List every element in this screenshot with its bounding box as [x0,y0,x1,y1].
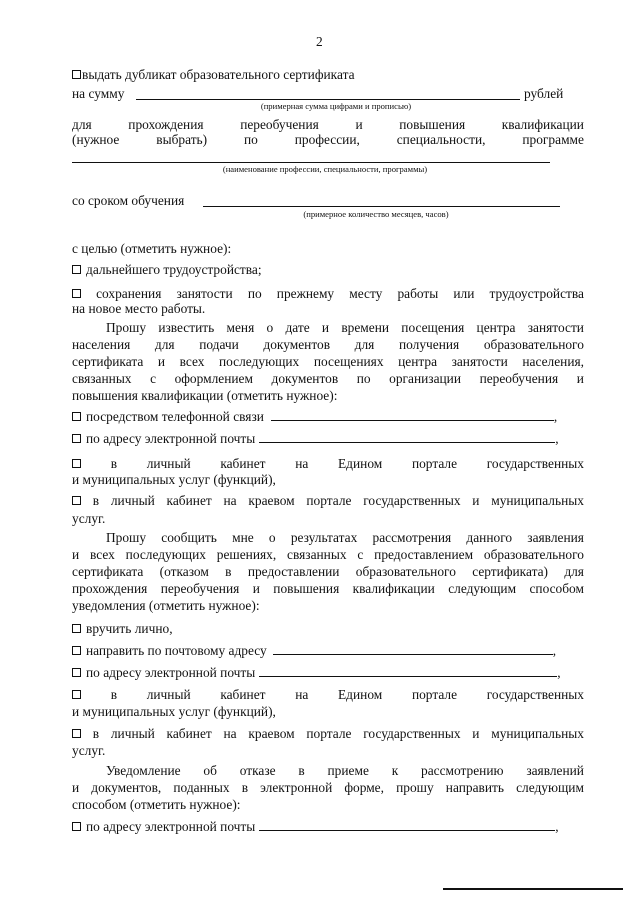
goal-retain-word: прежнему [276,286,335,301]
result-regional-word: государственных [363,726,461,741]
goal-retain-label-cont: на новое место работы. [72,301,206,316]
refusal-para-line-2 [72,779,584,796]
result-para-2-word: связанных [287,547,347,562]
goal-retain-word: по [247,286,262,301]
result-para-4-word: следующим [448,581,517,596]
refusal-email-field[interactable] [259,830,555,831]
result-para-4-word: и [252,581,260,596]
refusal-para-2-word: направить [445,780,504,795]
notify-phone-option[interactable] [72,408,584,425]
result-para-2-word: с [357,547,364,562]
goal-title: с целью (отметить нужное): [72,241,232,256]
notify-para-1-word: центра [476,320,516,335]
notify-para-line-1 [106,319,584,336]
goal-retain-word: или [453,286,475,301]
sum-field[interactable] [136,99,520,100]
result-regional-word: портале [306,726,352,741]
notify-para-3-word: занятости [451,354,508,369]
result-para-line-3 [72,563,584,580]
notify-para-4-word: по [356,371,371,386]
refusal-email-option[interactable] [72,818,584,835]
result-portal-word: в [110,687,118,702]
notify-para-1-word: о [266,320,274,335]
notify-regional-word: государственных [363,493,461,508]
footer-line [443,888,623,890]
goal-retain-word: занятости [176,286,233,301]
result-portal-checkbox[interactable] [72,690,81,699]
result-para-4-word: способом [529,581,584,596]
result-para-line-5: уведомления (отметить нужное): [72,598,260,613]
refusal-email-comma: , [555,819,559,834]
result-email-label: по адресу электронной почты [86,665,256,680]
sum-suffix: рублей [524,86,564,101]
refusal-email-checkbox[interactable] [72,822,81,831]
duplicate-checkbox[interactable] [72,70,81,79]
goal-retain-word: сохранения [96,286,162,301]
result-portal-word: Едином [338,687,383,702]
result-portal-line-2: и муниципальных услуг (функций), [72,704,276,719]
result-postal-field[interactable] [273,654,553,655]
notify-para-1-word: меня [226,320,255,335]
result-regional-option[interactable] [72,725,584,742]
result-para-1-word: рассмотрения [372,530,452,545]
purpose-line-2-word: профессии, [294,132,360,147]
notify-para-1-word: Прошу [106,320,147,335]
refusal-para-1-word: отказе [239,763,276,778]
goal-retain-word: работы [397,286,439,301]
refusal-para-1-word: приеме [327,763,369,778]
notify-portal-option[interactable] [72,455,584,472]
notify-para-3-word: центра [398,354,438,369]
notify-portal-checkbox[interactable] [72,459,81,468]
notify-portal-line-2: и муниципальных услуг (функций), [72,472,276,487]
result-para-4-word: повышения [273,581,340,596]
refusal-para-line-1 [106,762,584,779]
term-field[interactable] [203,206,560,207]
result-postal-checkbox[interactable] [72,646,81,655]
notify-para-3-word: посещениях [313,354,384,369]
notify-para-1-word: занятости [527,320,584,335]
result-regional-checkbox[interactable] [72,729,81,738]
notify-para-1-word: и [321,320,330,335]
notify-portal-word: на [295,456,309,471]
result-regional-word: на [223,726,237,741]
notify-email-comma: , [555,431,559,446]
result-para-1-word: мне [232,530,254,545]
notify-regional-word: и [472,493,480,508]
result-para-1-word: результатах [290,530,358,545]
result-in-person-label: вручить лично, [86,621,173,636]
result-portal-word: портале [411,687,458,702]
notify-regional-word: кабинет [166,493,212,508]
notify-portal-word: в [110,456,118,471]
result-postal-label: направить по почтовому адресу [86,643,267,658]
notify-regional-word: на [223,493,237,508]
result-portal-word: на [295,687,309,702]
goal-employment-option[interactable] [72,261,262,278]
goal-retain-word: трудоустройства [489,286,584,301]
notify-portal-word: Едином [338,456,383,471]
result-para-1-word: о [268,530,276,545]
notify-portal-word: личный [146,456,191,471]
notify-para-2-word: документов [263,337,331,352]
notify-para-2-word: для [354,337,375,352]
result-regional-word: муниципальных [491,726,584,741]
profession-field[interactable] [72,162,550,163]
goal-employment-checkbox[interactable] [72,265,81,274]
notify-email-label: по адресу электронной почты [86,431,256,446]
notify-para-4-word: документов [271,371,339,386]
result-para-line-4 [72,580,584,597]
result-para-3-word: для [564,564,584,579]
notify-phone-label: посредством телефонной связи [86,409,264,424]
purpose-line-1-word: повышения [399,117,466,132]
notify-para-4-word: организации [389,371,462,386]
result-para-1-word: Прошу [106,530,147,545]
notify-para-3-word: всех [179,354,205,369]
refusal-para-1-word: рассмотрению [421,763,504,778]
notify-regional-word: личный [110,493,155,508]
result-para-3-word: сертификата [72,564,144,579]
refusal-para-1-word: к [391,763,399,778]
result-portal-option[interactable] [72,686,584,703]
purpose-line-1-word: для [72,117,92,132]
notify-para-2-word: подачи [199,337,239,352]
notify-para-4-word: связанных [72,371,132,386]
result-para-4-word: переобучения [160,581,240,596]
refusal-para-1-word: заявлений [526,763,584,778]
refusal-para-2-word: электронной [260,780,333,795]
goal-retain-checkbox[interactable] [72,289,81,298]
notify-phone-checkbox[interactable] [72,412,81,421]
notify-para-line-4 [72,370,584,387]
notify-regional-word: портале [306,493,352,508]
notify-regional-checkbox[interactable] [72,496,81,505]
refusal-para-line-3: способом (отметить нужное): [72,797,241,812]
purpose-line-1-word: прохождения [128,117,204,132]
result-para-1-word: сообщить [161,530,217,545]
notify-para-line-2 [72,336,584,353]
notify-portal-word: портале [411,456,458,471]
purpose-line-2-word: (нужное [72,132,120,147]
notify-para-3-word: населения, [522,354,584,369]
notify-para-3-word: последующих [218,354,300,369]
notify-para-3-word: и [157,354,166,369]
refusal-para-1-word: об [203,763,217,778]
result-para-1-word: заявления [527,530,584,545]
notify-para-1-word: времени [341,320,390,335]
refusal-para-2-word: форме, [344,780,384,795]
page-number: 2 [316,34,323,49]
notify-para-4-word: переобучения [479,371,559,386]
result-email-comma: , [557,665,561,680]
notify-para-line-3 [72,353,584,370]
notify-email-checkbox[interactable] [72,434,81,443]
result-para-2-word: образовательного [483,547,584,562]
purpose-line-2-word: выбрать) [156,132,208,147]
result-para-1-word: данного [466,530,513,545]
result-regional-line-2: услуг. [72,743,106,758]
result-email-checkbox[interactable] [72,668,81,677]
notify-regional-word: муниципальных [491,493,584,508]
refusal-para-2-word: следующим [516,780,584,795]
result-portal-word: кабинет [220,687,266,702]
notify-regional-line-2: услуг. [72,511,106,526]
term-label: со сроком обучения [72,193,185,208]
result-para-2-word: решениях, [216,547,277,562]
notify-portal-word: кабинет [220,456,266,471]
result-para-2-word: предоставлением [374,547,474,562]
result-para-4-word: прохождения [72,581,148,596]
goal-employment-label: дальнейшего трудоустройства; [86,262,262,277]
term-hint: (примерное количество месяцев, часов) [303,209,449,219]
refusal-para-1-word: в [298,763,305,778]
result-regional-word: краевом [248,726,295,741]
refusal-para-2-word: документов, [91,780,162,795]
result-postal-option[interactable] [72,642,584,659]
refusal-para-2-word: поданных [173,780,230,795]
refusal-para-2-word: и [72,780,80,795]
notify-email-field[interactable] [259,442,555,443]
notify-para-2-word: для [154,337,175,352]
result-para-line-2 [72,546,584,563]
purpose-line-2 [72,131,584,148]
result-para-2-word: всех [90,547,115,562]
result-in-person-option[interactable] [72,620,173,637]
purpose-line-1-word: переобучения [240,117,319,132]
result-email-option[interactable] [72,664,584,681]
notify-para-3-word: сертификата [72,354,144,369]
profession-hint: (наименование профессии, специальности, программы) [222,164,428,174]
result-para-line-1 [106,529,584,546]
refusal-para-1-word: Уведомление [106,763,181,778]
result-in-person-checkbox[interactable] [72,624,81,633]
refusal-email-label: по адресу электронной почты [86,819,256,834]
result-regional-word: кабинет [166,726,212,741]
notify-para-4-word: оформлением [174,371,253,386]
purpose-line-2-word: специальности, [396,132,486,147]
notify-email-option[interactable] [72,430,584,447]
result-para-2-word: последующих [125,547,206,562]
result-para-3-word: сертификата) [472,564,548,579]
goal-retain-word: месту [349,286,383,301]
result-email-field[interactable] [259,676,557,677]
notify-portal-word: государственных [486,456,584,471]
notify-regional-word: краевом [248,493,295,508]
notify-para-1-word: посещения [401,320,465,335]
result-regional-word: и [472,726,480,741]
notify-para-4-word: и [576,371,584,386]
result-para-2-word: и [72,547,80,562]
purpose-line-2-word: по [244,132,258,147]
result-portal-word: личный [146,687,191,702]
duplicate-option[interactable] [72,66,355,83]
refusal-para-2-word: в [241,780,249,795]
notify-para-2-word: получения [398,337,460,352]
notify-para-1-word: дате [285,320,310,335]
refusal-para-2-word: прошу [396,780,434,795]
result-para-4-word: квалификации [352,581,435,596]
result-postal-comma: , [552,643,557,658]
purpose-line-1-word: и [355,117,363,132]
notify-phone-field[interactable] [271,420,554,421]
notify-regional-word: в [92,493,100,508]
purpose-line-2-word: программе [522,132,584,147]
notify-phone-comma: , [553,409,558,424]
notify-para-4-word: с [150,371,157,386]
notify-para-1-word: известить [158,320,215,335]
notify-para-line-5: повышения квалификации (отметить нужное): [72,388,338,403]
result-portal-word: государственных [486,687,584,702]
result-para-3-word: образовательного [355,564,456,579]
result-regional-word: в [92,726,100,741]
result-para-3-word: в [225,564,232,579]
result-para-3-word: (отказом [159,564,209,579]
duplicate-label: выдать дубликат образовательного сертификата [82,67,355,82]
notify-para-2-word: образовательного [483,337,584,352]
purpose-line-1-word: квалификации [501,117,584,132]
result-regional-word: личный [110,726,155,741]
sum-prefix: на сумму [72,86,125,101]
sum-hint: (примерная сумма цифрами и прописью) [260,101,412,111]
notify-regional-option[interactable] [72,492,584,509]
result-para-3-word: предоставлении [247,564,340,579]
notify-para-2-word: населения [72,337,131,352]
